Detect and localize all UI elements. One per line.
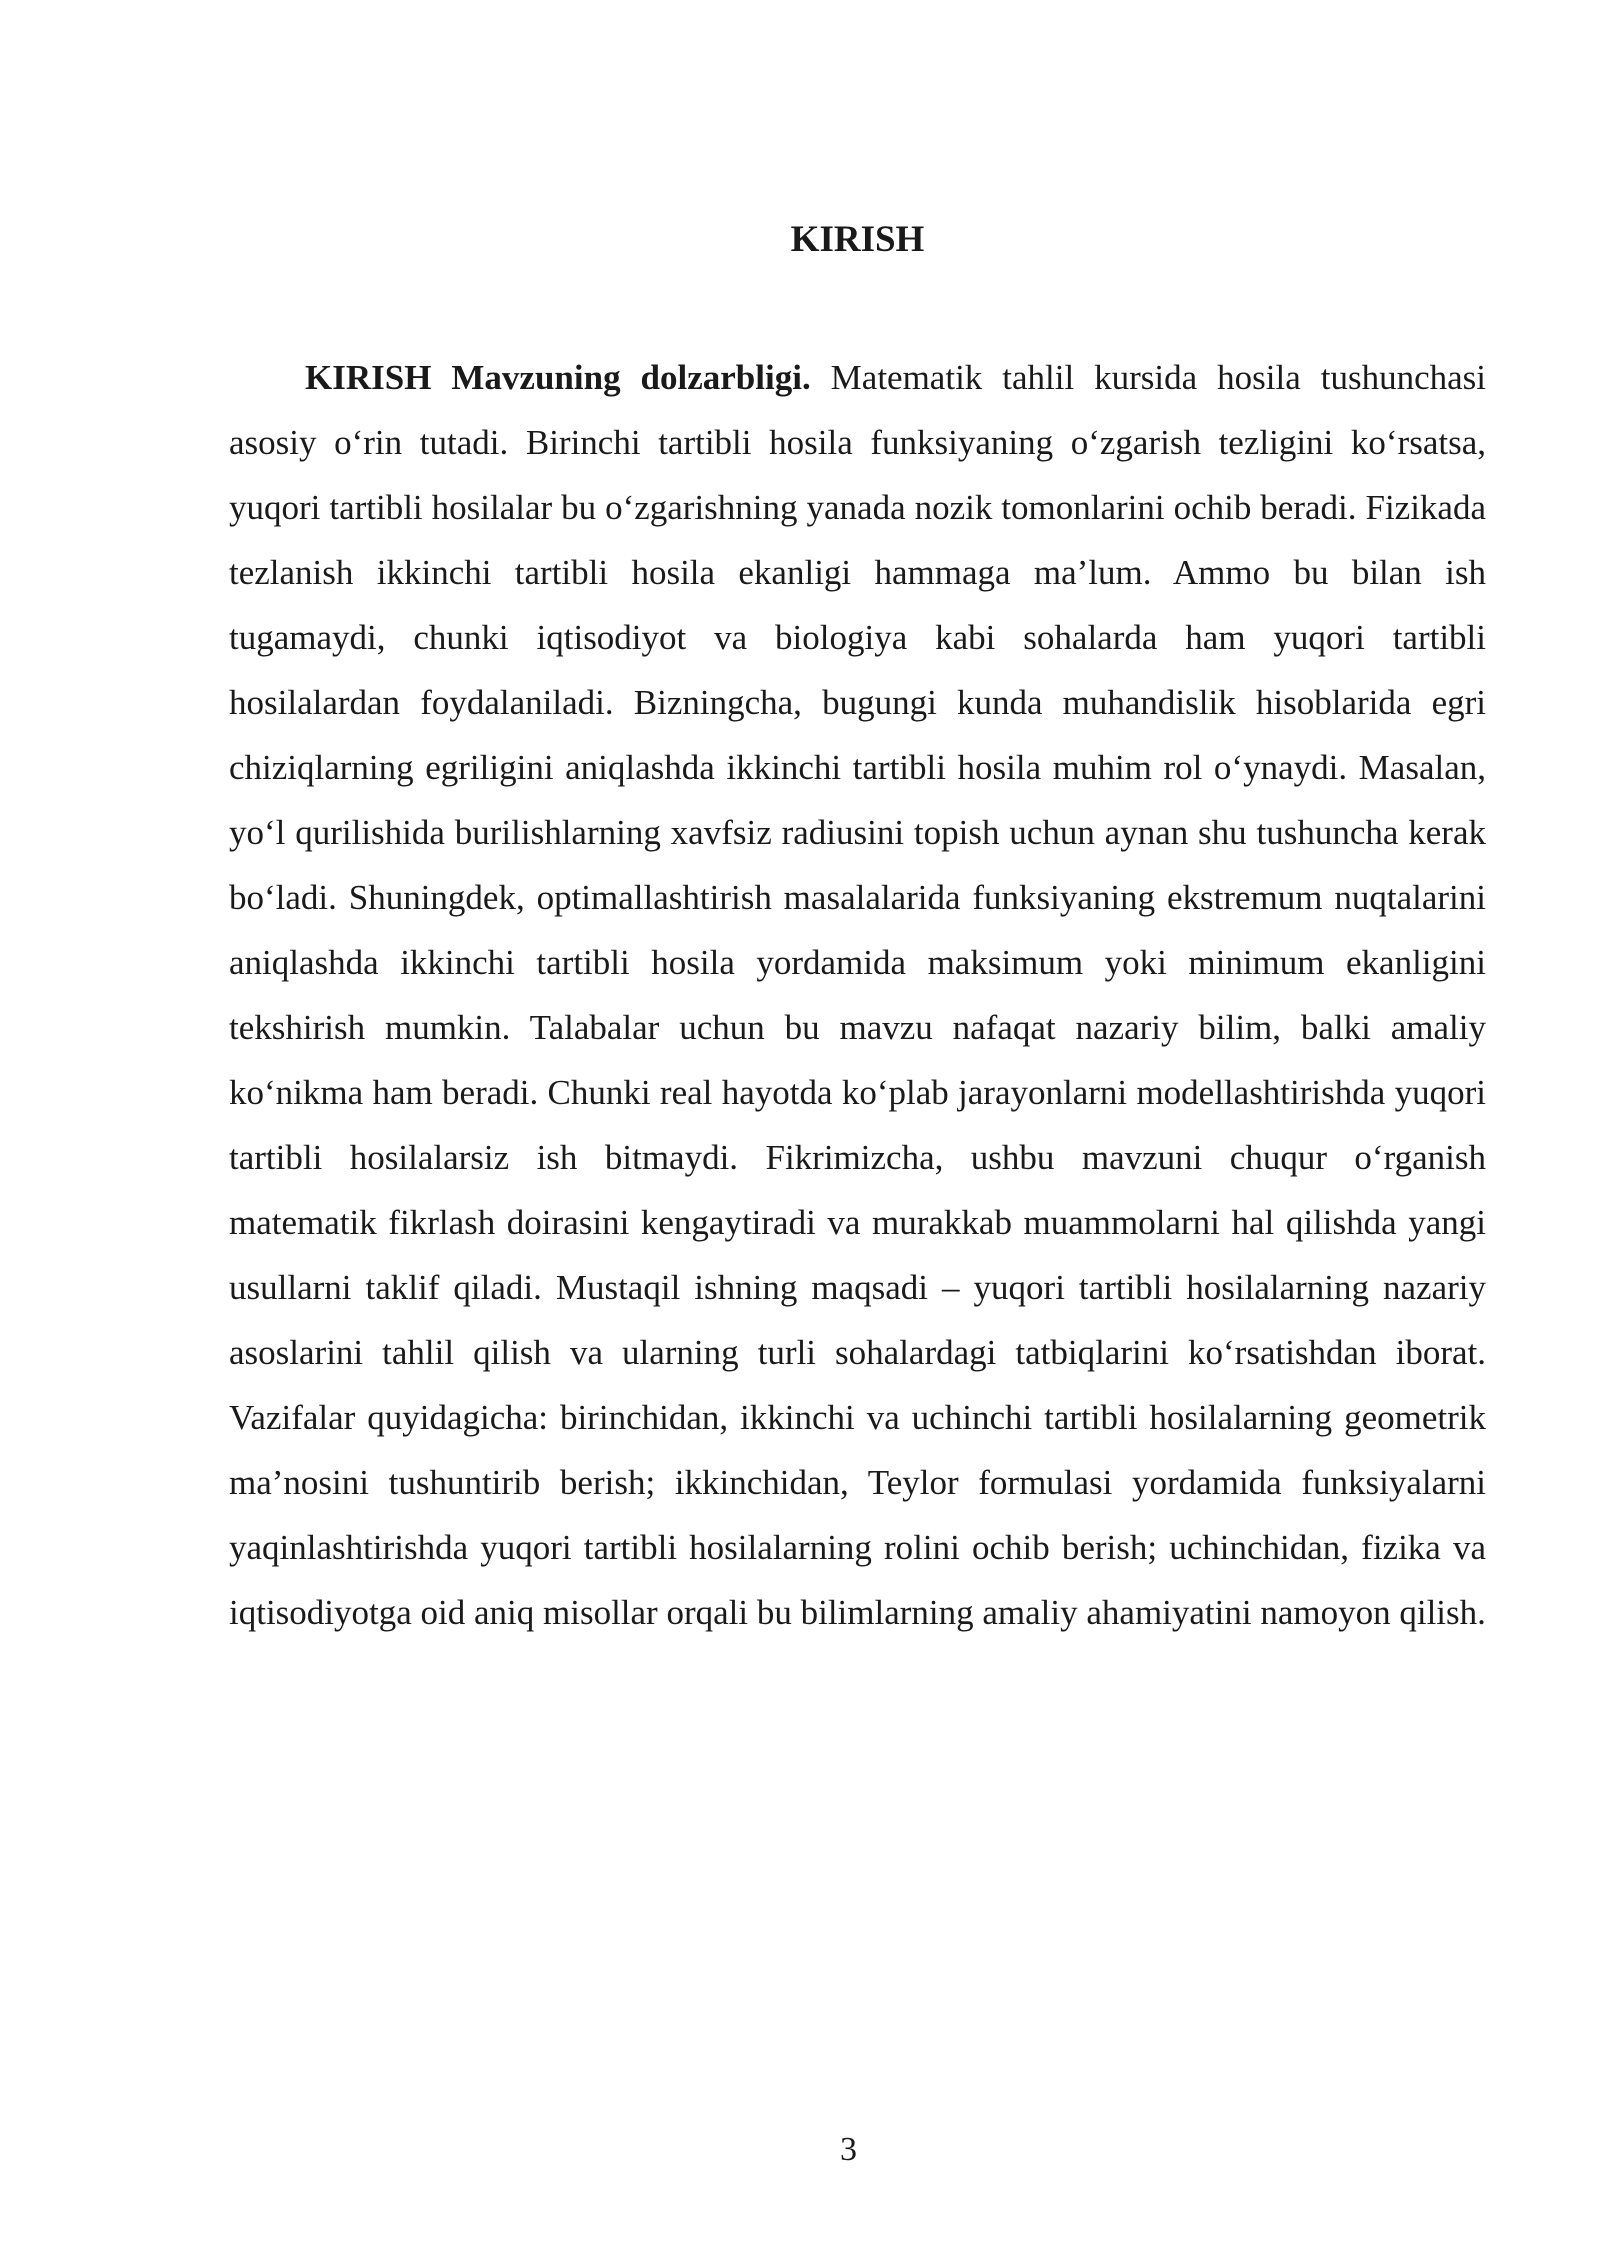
paragraph-lead: KIRISH Mavzuning dolzarbligi. [305, 358, 811, 397]
body-paragraph [229, 345, 1486, 1645]
page-number: 3 [840, 2131, 857, 2168]
paragraph-text: Matematik tahlil kursida hosila tushunchasi asosiy o‘rin tutadi. Birinchi tartibli hosila funksiyaning o‘zgarish tezligini ko‘rsatsa, yuqori tartibli hosilalar bu o‘zgarishning yanada nozik tomonlarini ochib beradi. Fizikada tezlanish ikkinchi tartibli hosila ekanligi hammaga ma’lum. Ammo bu bilan ish tugamaydi, chunki iqtisodiyot va biologiya kabi sohalarda ham yuqori tartibli hosilalardan foydalaniladi. Bizningcha, bugungi kunda muhandislik hisoblarida egri chiziqlarning egriligini aniqlashda ikkinchi tartibli hosila muhim rol o‘ynaydi. Masalan, yo‘l qurilishida burilishlarning xavfsiz radiusini topish uchun aynan shu tushuncha kerak bo‘ladi. Shuningdek, optimallashtirish masalalarida funksiyaning ekstremum nuqtalarini aniqlashda ikkinchi tartibli hosila yordamida maksimum yoki minimum ekanligini tekshirish mumkin. Talabalar uchun bu mavzu nafaqat nazariy bilim, balki amaliy ko‘nikma ham beradi. Chunki real hayotda ko‘plab jarayonlarni modellashtirishda yuqori tartibli hosilalarsiz ish bitmaydi. Fikrimizcha, ushbu mavzuni chuqur o‘rganish matematik fikrlash doirasini kengaytiradi va murakkab muammolarni hal qilishda yangi usullarni taklif qiladi. Mustaqil ishning maqsadi – yuqori tartibli hosilalarning nazariy asoslarini tahlil qilish va ularning turli sohalardagi tatbiqlarini ko‘rsatishdan iborat. Vazifalar quyidagicha: birinchidan, ikkinchi va uchinchi tartibli hosilalarning geometrik ma’nosini tushuntirib berish; ikkinchidan, Teylor formulasi yordamida funksiyalarni yaqinlashtirishda yuqori tartibli hosilalarning rolini ochib berish; uchinchidan, fizika va iqtisodiyotga oid aniq misollar orqali bu bilimlarning amaliy ahamiyatini namoyon qilish. [229, 358, 1486, 1632]
section-heading: KIRISH [790, 219, 925, 260]
